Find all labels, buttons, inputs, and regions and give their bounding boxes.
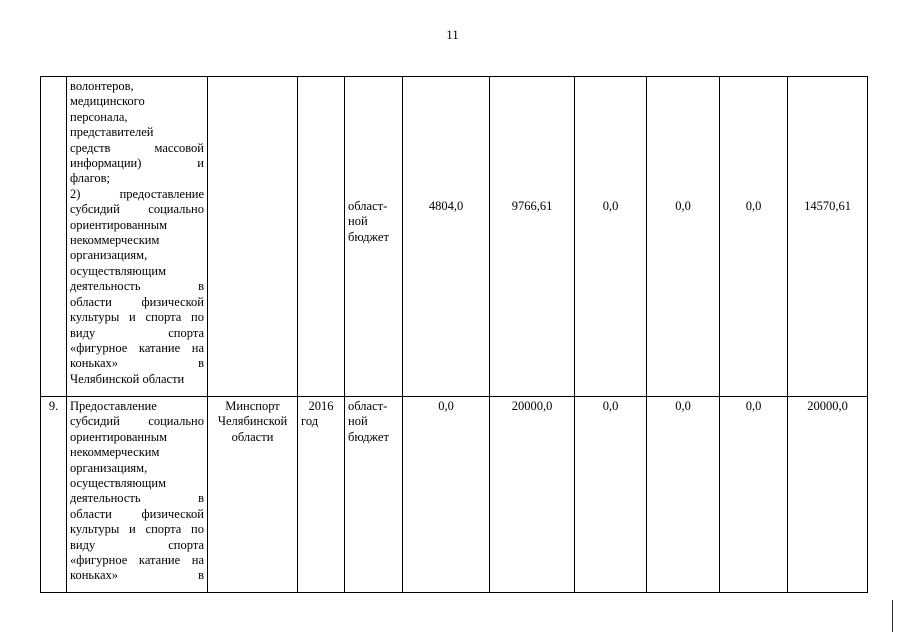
executor-line: Минспорт [225,399,280,413]
description-line: средств массовой [70,140,204,155]
year-line: 2016 [308,399,334,413]
executor-line: области [231,429,274,444]
funding-source-line: бюджет [348,229,389,244]
row-number: 9. [41,397,67,593]
description-line: Челябинской области [70,371,185,386]
executor-line: Челябинской [217,414,288,429]
funding-source [345,397,403,593]
row-number [41,77,67,397]
description-line: ориентированным [70,217,168,232]
description-line: представителей [70,125,154,140]
budget-table [40,76,868,593]
description-line: Предоставление [70,399,157,413]
description-line: медицинского [70,94,145,109]
funding-source-line: област- [348,199,388,213]
description-line: осуществляющим [70,263,166,278]
value-cell: 0,0 [575,77,647,397]
page-number: 11 [446,27,459,42]
description-line: организациям, [70,248,148,263]
total-cell: 14570,61 [788,77,868,397]
description-line: волонтеров, [70,79,134,93]
description-line: ориентированным [70,429,168,444]
table-row [41,77,868,397]
year-cell [298,397,345,593]
executor-cell [208,397,298,593]
description-line: флагов; [70,171,111,186]
value-cell: 4804,0 [403,77,490,397]
executor-cell [208,77,298,397]
funding-source-line: ной [348,214,368,229]
value-cell: 0,0 [403,397,490,593]
description-line: виду спорта [70,537,204,552]
measure-description [67,397,208,593]
scan-edge-mark [892,600,893,632]
year-cell [298,77,345,397]
total-cell: 20000,0 [788,397,868,593]
value-cell: 0,0 [720,77,788,397]
description-line: коньках» в [70,356,204,371]
table-row [41,397,868,593]
value-cell: 0,0 [575,397,647,593]
value-cell: 0,0 [647,397,720,593]
value-cell: 0,0 [720,397,788,593]
description-line: некоммерческим [70,445,160,460]
description-line: области физической [70,294,204,309]
description-line: субсидий социально [70,414,204,429]
value-cell: 20000,0 [490,397,575,593]
description-line: осуществляющим [70,476,166,491]
description-line: субсидий социально [70,202,204,217]
description-line: виду спорта [70,325,204,340]
measure-description [67,77,208,397]
description-line: персонала, [70,109,128,124]
description-line: «фигурное катание на [70,553,204,568]
funding-source [345,77,403,397]
description-line: культуры и спорта по [70,522,204,537]
description-line: информации) и [70,156,204,171]
description-line: коньках» в [70,568,204,583]
description-line: организациям, [70,460,148,475]
description-line: культуры и спорта по [70,310,204,325]
funding-source-line: бюджет [348,429,389,444]
description-line: «фигурное катание на [70,340,204,355]
description-line: области физической [70,506,204,521]
value-cell: 9766,61 [490,77,575,397]
funding-source-line: област- [348,399,388,413]
description-line: 2) предоставление [70,186,204,201]
description-line: деятельность в [70,491,204,506]
value-cell: 0,0 [647,77,720,397]
year-line: год [301,414,319,429]
description-line: некоммерческим [70,233,160,248]
description-line: деятельность в [70,279,204,294]
funding-source-line: ной [348,414,368,429]
